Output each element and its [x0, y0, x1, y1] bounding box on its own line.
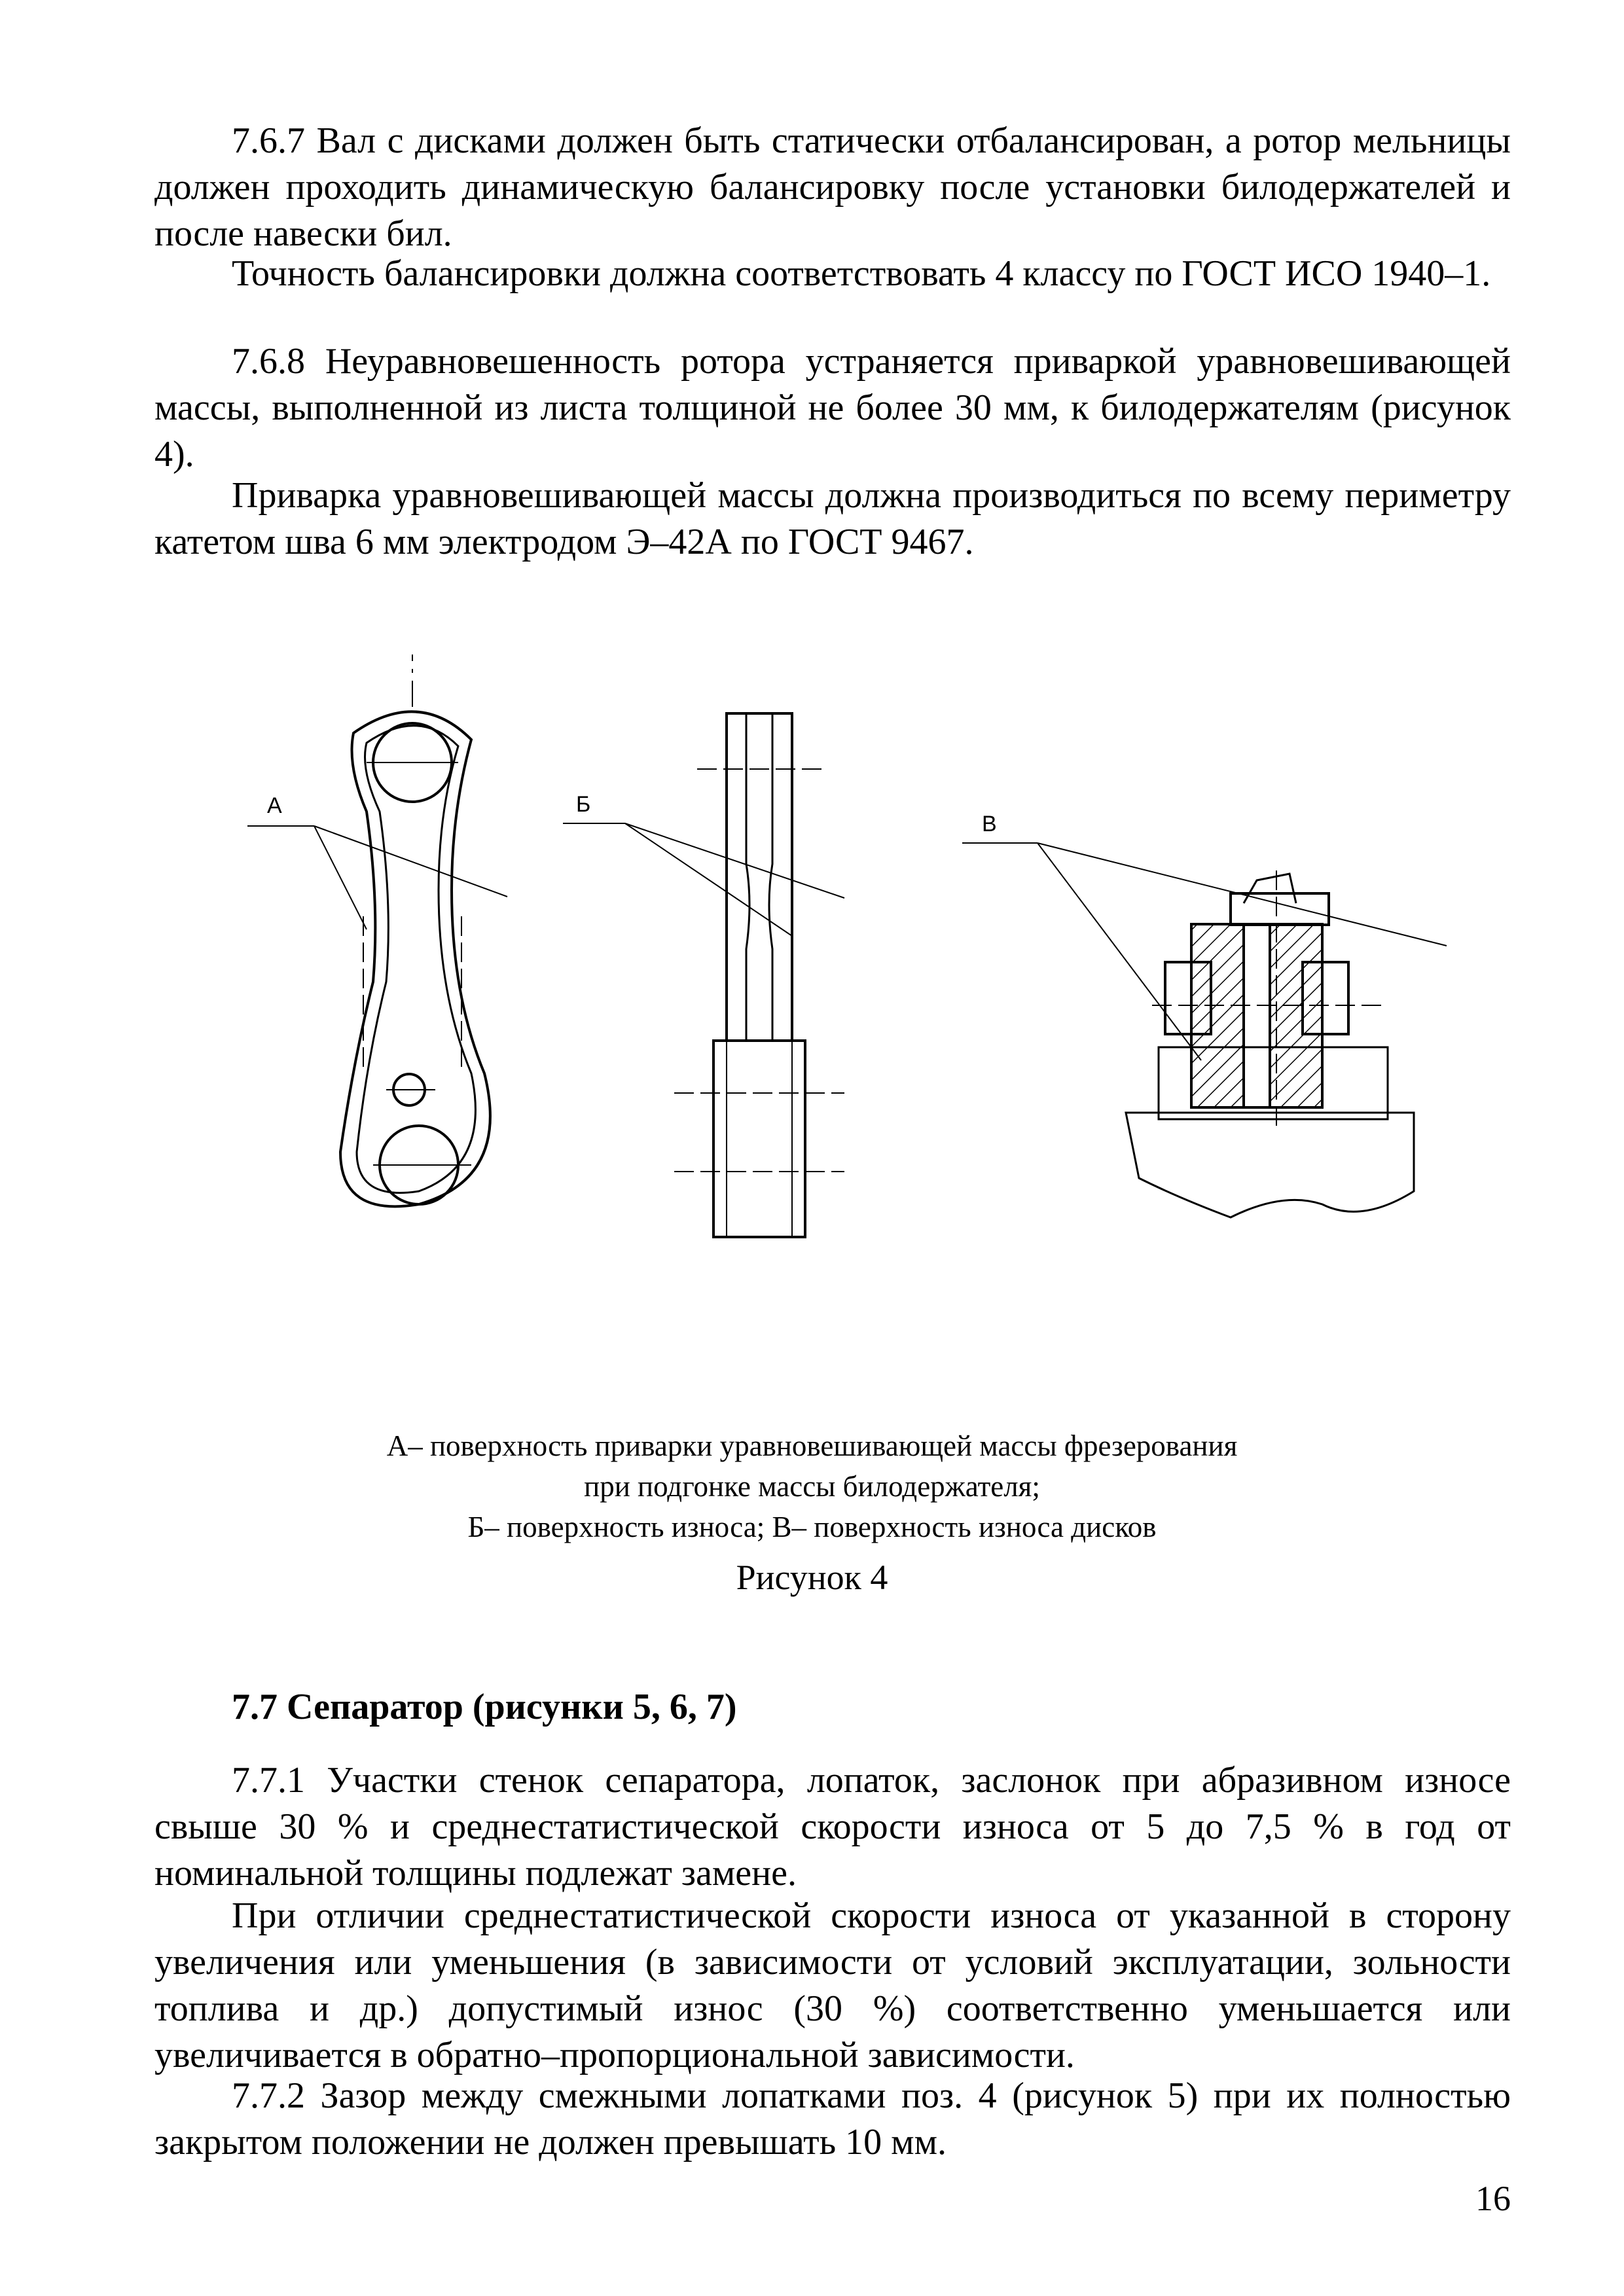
paragraph-wear-deviation: При отличии среднестатистической скорости износа от указанной в сторону увеличения или уменьшения (в зависимости от условий эксплуатации, зольности топлива и др.) допустимый износ (30 %) соответственно уменьшается или увеличивается в обратно–пропорциональной зависимости. [154, 1895, 1511, 2075]
label-a: А [267, 793, 282, 818]
figure-4-drawing [0, 655, 1624, 1309]
figure-title: Рисунок 4 [736, 1558, 888, 1597]
figure-caption-line-1: А– поверхность приварки уравновешивающей массы фрезерования [386, 1429, 1238, 1462]
disk-assembly-section [1126, 870, 1414, 1217]
paragraph-7-6-8: 7.6.8 Неуравновешенность ротора устраняется приваркой уравновешивающей массы, выполненной из листа толщиной не более 30 мм, к билодержателям (рисунок 4). [154, 341, 1511, 475]
label-b-leader [563, 823, 844, 936]
lever-side-view [674, 713, 844, 1237]
label-a-leader [247, 826, 507, 929]
paragraph-welding: Приварка уравновешивающей массы должна производиться по всему периметру катетом шва 6 мм электродом Э–42А по ГОСТ 9467. [154, 475, 1511, 562]
paragraph-balance-accuracy: Точность балансировки должна соответствовать 4 классу по ГОСТ ИСО 1940–1. [232, 253, 1491, 294]
lever-front-view [340, 655, 490, 1206]
section-heading-7-7: 7.7 Сепаратор (рисунки 5, 6, 7) [232, 1687, 737, 1727]
figure-caption-line-2: при подгонке массы билодержателя; [584, 1470, 1040, 1503]
page-number: 16 [1475, 2179, 1511, 2218]
paragraph-7-6-7: 7.6.7 Вал с дисками должен быть статически отбалансирован, а ротор мельницы должен проходить динамическую балансировку после установки билодержателей и после навески бил. [154, 120, 1511, 254]
paragraph-7-7-1: 7.7.1 Участки стенок сепаратора, лопаток, заслонок при абразивном износе свыше 30 % и среднестатистической скорости износа от 5 до 7,5 % в год от номинальной толщины подлежат замене. [154, 1760, 1511, 1893]
label-b: Б [576, 792, 591, 817]
paragraph-7-7-2: 7.7.2 Зазор между смежными лопатками поз. 4 (рисунок 5) при их полностью закрытом положении не должен превышать 10 мм. [154, 2075, 1511, 2162]
figure-caption-line-3: Б– поверхность износа; В– поверхность износа дисков [467, 1511, 1157, 1543]
label-c: В [982, 812, 997, 836]
